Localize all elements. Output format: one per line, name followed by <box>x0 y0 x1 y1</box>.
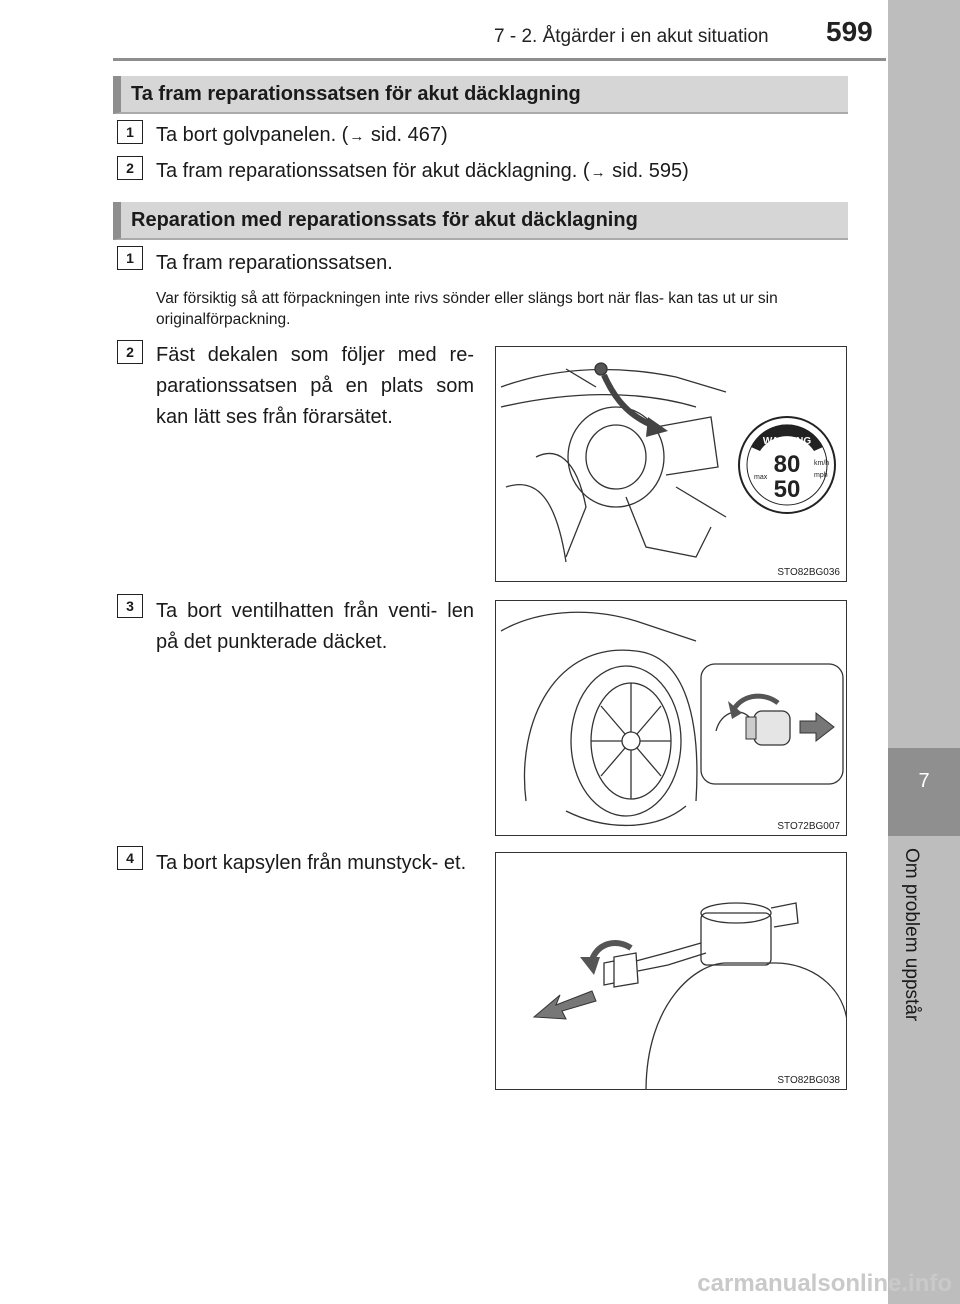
figure-nozzle-cap <box>495 852 847 1090</box>
dashboard-illustration <box>496 347 847 582</box>
step-number: 1 <box>117 120 143 144</box>
bottle-illustration <box>496 853 847 1090</box>
sticker-kmh-value: 80 <box>773 451 801 478</box>
step-text: Fäst dekalen som följer med re- parationssatsen på en plats som kan lätt ses från förarsätet. <box>156 344 474 428</box>
step-text: Ta fram reparationssatsen. <box>156 252 393 274</box>
header-title: 7 - 2. Åtgärder i en akut situation <box>494 26 769 47</box>
section-heading-text: Reparation med reparationssats för akut däcklagning <box>131 209 638 231</box>
figure-code: STO82BG036 <box>777 567 840 578</box>
step-text: Ta bort kapsylen från munstyck- et. <box>156 852 467 874</box>
chapter-label: Om problem uppstår <box>901 848 922 1022</box>
sticker-kmh-unit: km/h <box>814 460 830 467</box>
step-number: 1 <box>117 246 143 270</box>
figure-valve-cap <box>495 600 847 836</box>
header-rule <box>113 58 886 61</box>
arrow-right-icon: → <box>349 128 365 145</box>
section-heading-text: Ta fram reparationssatsen för akut däcklagning <box>131 83 581 105</box>
step-note: Var försiktig så att förpackningen inte rivs sönder eller slängs bort när flas- kan tas ut ur sin originalförpackning. <box>156 290 778 328</box>
page-number: 599 <box>826 16 873 47</box>
figure-sticker-placement <box>495 346 847 582</box>
sticker-mph-value: 50 <box>773 476 801 503</box>
warning-sticker <box>739 417 835 513</box>
step-text <box>156 160 689 183</box>
sidebar <box>888 0 960 1304</box>
figure-code: STO72BG007 <box>777 821 840 832</box>
step-number: 2 <box>117 340 143 364</box>
step-text-part: Ta fram reparationssatsen för akut däcklagning. ( <box>156 160 590 182</box>
sticker-max-label: max <box>754 474 768 481</box>
step-number: 2 <box>117 156 143 180</box>
section-heading-repair <box>113 202 848 240</box>
tire-valve-illustration <box>496 601 847 836</box>
arrow-right-icon: → <box>590 164 606 181</box>
sticker-warning-text: WARNING <box>762 436 812 447</box>
valve-detail <box>716 696 834 745</box>
page-ref-link[interactable]: sid. 467) <box>365 124 448 146</box>
figure-code: STO82BG038 <box>777 1075 840 1086</box>
page-ref-link[interactable]: sid. 595) <box>606 160 689 182</box>
chapter-number: 7 <box>918 770 930 792</box>
step-text <box>156 124 448 147</box>
watermark: carmanualsonline.info <box>697 1270 952 1297</box>
section-heading-remove-kit <box>113 76 848 114</box>
step-number: 3 <box>117 594 143 618</box>
sticker-mph-unit: mph <box>814 472 828 479</box>
step-text-part: Ta bort golvpanelen. ( <box>156 124 349 146</box>
step-number: 4 <box>117 846 143 870</box>
step-text: Ta bort ventilhatten från venti- len på det punkterade däcket. <box>156 600 474 653</box>
